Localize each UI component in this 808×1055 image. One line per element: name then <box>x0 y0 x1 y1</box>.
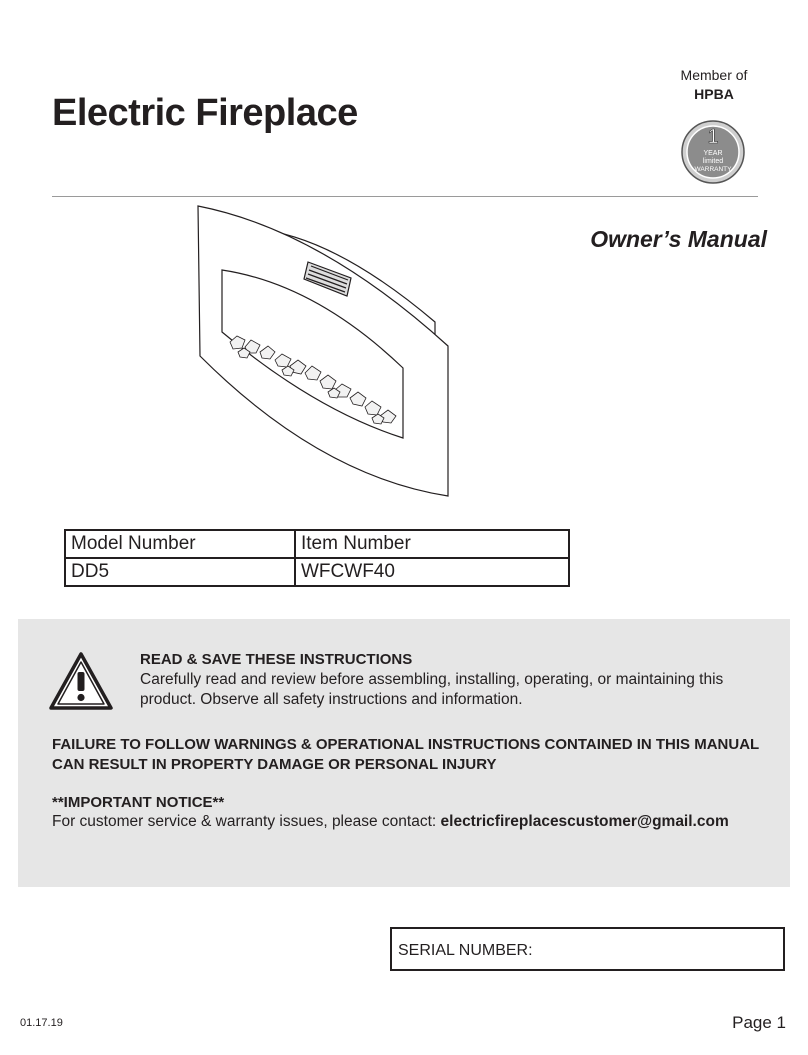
model-number-header: Model Number <box>65 530 295 558</box>
fireplace-illustration <box>190 200 460 500</box>
failure-warning: FAILURE TO FOLLOW WARNINGS & OPERATIONAL INSTRUCTIONS CONTAINED IN THIS MANUAL CAN RESULT IN PROPERTY DAMAGE OR PERSONAL INJURY <box>52 736 759 773</box>
revision-date: 01.17.19 <box>20 1017 63 1029</box>
warning-icon <box>47 650 115 712</box>
item-number-value: WFCWF40 <box>295 558 569 586</box>
contact-email-link[interactable]: electricfireplacescustomer@gmail.com <box>440 813 729 830</box>
read-save-heading: READ & SAVE THESE INSTRUCTIONS <box>140 651 413 668</box>
model-item-table <box>64 529 570 587</box>
warranty-line1: YEAR <box>703 150 723 157</box>
item-number-header: Item Number <box>295 530 569 558</box>
header-divider <box>52 196 758 197</box>
contact-text: For customer service & warranty issues, please contact: <box>52 813 441 830</box>
important-notice-heading: **IMPORTANT NOTICE** <box>52 794 225 811</box>
manual-label: Owner’s Manual <box>590 226 767 252</box>
read-save-body: Carefully read and review before assembling, installing, operating, or maintaining this product. Observe all safety instructions and information. <box>140 671 724 708</box>
warranty-line3: WARRANTY <box>694 166 732 173</box>
contact-line <box>52 813 792 831</box>
member-org: HPBA <box>694 86 734 102</box>
member-of <box>660 66 768 104</box>
member-label: Member of <box>680 67 748 83</box>
warranty-number: 1 <box>707 126 719 148</box>
model-number-value: DD5 <box>65 558 295 586</box>
table-row <box>65 558 569 586</box>
warranty-badge-icon <box>680 119 746 185</box>
page-number: Page 1 <box>732 1013 786 1032</box>
serial-number-label: SERIAL NUMBER: <box>398 942 533 959</box>
warranty-line2: limited <box>702 158 724 165</box>
document-title: Electric Fireplace <box>52 92 358 134</box>
table-header-row <box>65 530 569 558</box>
